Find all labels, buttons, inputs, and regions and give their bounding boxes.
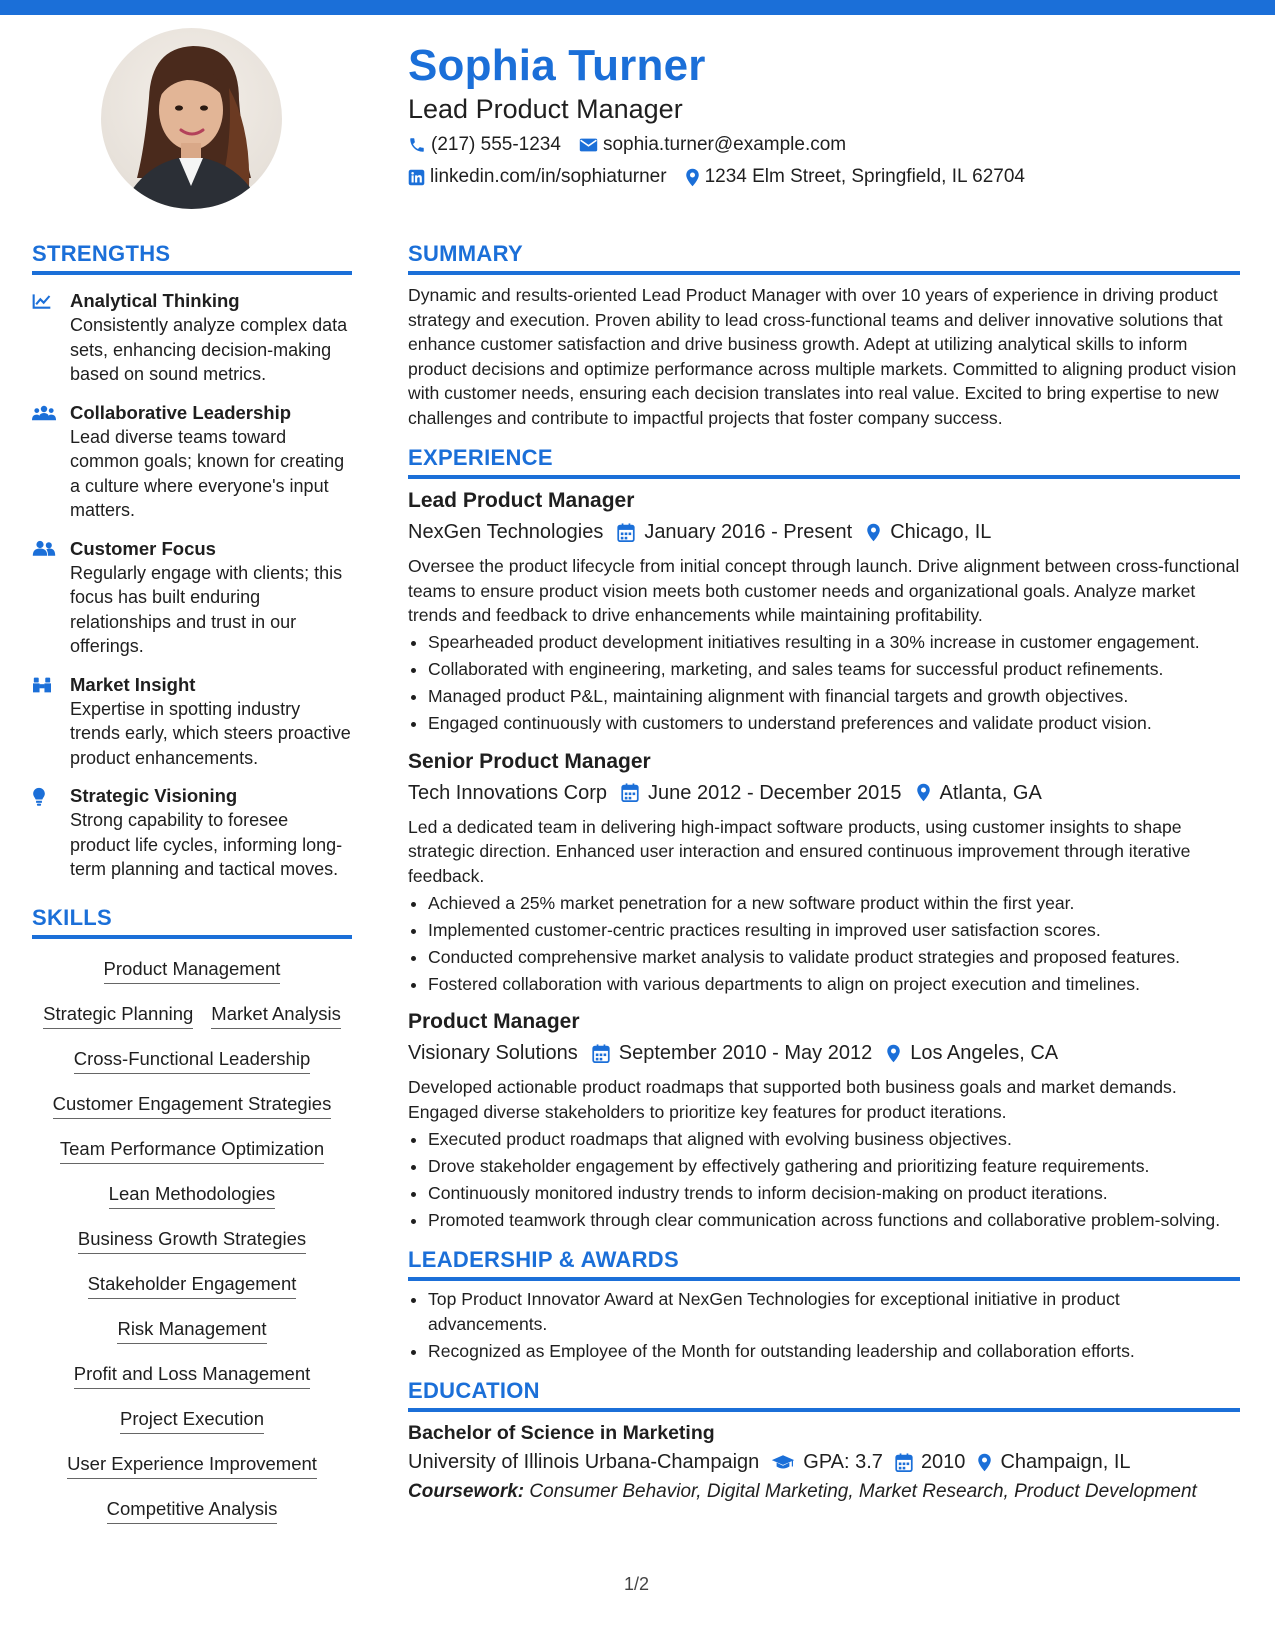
- job-description: Led a dedicated team in delivering high-impact software products, using customer insights to shape strategic direction. Enhanced user interaction and ensured continuous improvement through iterative feedback.: [408, 816, 1191, 886]
- linkedin-contact[interactable]: [408, 164, 667, 190]
- bullet-item: • Drove stakeholder engagement by effectively gathering and prioritizing feature requirements.: [428, 1154, 1240, 1179]
- coursework-label: Coursework:: [408, 1481, 525, 1502]
- email-text[interactable]: sophia.turner@example.com: [602, 134, 847, 155]
- map-pin-icon: [886, 1044, 901, 1063]
- job-entry: [408, 748, 1240, 997]
- bullet-item: • Collaborated with engineering, marketing, and sales teams for successful product refinements.: [428, 657, 1240, 682]
- skills-heading: SKILLS: [32, 904, 113, 930]
- job-meta: [408, 518, 1240, 546]
- job-dates: January 2016 - Present: [644, 521, 853, 543]
- experience-section: [408, 444, 1240, 1232]
- bullet-item: • Conducted comprehensive market analysis to validate product strategies and proposed features.: [428, 945, 1240, 970]
- calendar-icon: [617, 523, 635, 542]
- skill-tag: Business Growth Strategies: [78, 1227, 306, 1254]
- strength-title: Market Insight: [70, 673, 196, 695]
- strength-desc: Lead diverse teams toward common goals; known for creating a culture where everyone's input matters.: [70, 426, 345, 520]
- education-meta: [408, 1448, 1240, 1476]
- education-heading: EDUCATION: [408, 1378, 540, 1403]
- awards-heading: LEADERSHIP & AWARDS: [408, 1247, 679, 1272]
- address-contact: [685, 164, 1025, 190]
- phone-text: (217) 555-1234: [431, 134, 561, 155]
- strength-desc: Consistently analyze complex data sets, enhancing decision-making based on sound metrics.: [70, 315, 348, 384]
- map-pin-icon: [916, 783, 931, 802]
- gpa-text: GPA: 3.7: [803, 1451, 883, 1473]
- skill-tag: Risk Management: [117, 1317, 266, 1344]
- skill-tag: Lean Methodologies: [109, 1182, 276, 1209]
- skills-list: [32, 957, 352, 1524]
- resume-header: [408, 40, 1248, 190]
- candidate-role: Lead Product Manager: [408, 94, 683, 124]
- strength-title: Customer Focus: [70, 537, 216, 559]
- degree-title: Bachelor of Science in Marketing: [408, 1422, 715, 1444]
- phone-contact: [408, 132, 561, 158]
- skill-tag: User Experience Improvement: [67, 1452, 317, 1479]
- strength-desc: Expertise in spotting industry trends early, which steers proactive product enhancements.: [70, 698, 351, 768]
- strength-item: [32, 537, 352, 659]
- award-item: • Top Product Innovator Award at NexGen Technologies for exceptional initiative in product advancements.: [428, 1287, 1240, 1336]
- envelope-icon: [579, 137, 598, 153]
- bullet-item: • Promoted teamwork through clear communication across functions and collaborative problem-solving.: [428, 1208, 1240, 1233]
- lightbulb-icon: [32, 787, 46, 807]
- job-company: NexGen Technologies: [408, 521, 604, 543]
- job-entry: [408, 1008, 1240, 1232]
- job-title: Senior Product Manager: [408, 749, 651, 773]
- right-column: [408, 240, 1240, 1506]
- calendar-icon: [895, 1453, 913, 1472]
- bullet-item: • Fostered collaboration with various departments to align on project execution and timelines.: [428, 972, 1240, 997]
- bullet-item: • Managed product P&L, maintaining alignment with financial targets and growth objectives.: [428, 684, 1240, 709]
- summary-text: Dynamic and results-oriented Lead Product Manager with over 10 years of experience in driving product strategy and execution. Proven ability to lead cross-functional teams and deliver innovative solutions that enhance customer satisfaction and drive business growth. Adept at utilizing analytical skills to inform product decisions and optimize performance across multiple markets. Committed to aligning product vision with customer needs, ensuring each decision translates into real value. Excited to bring expertise to new challenges and contribute to impactful projects that foster company success.: [408, 285, 1237, 428]
- skill-tag: Project Execution: [120, 1407, 264, 1434]
- map-pin-icon: [866, 523, 881, 542]
- job-bullets: [408, 891, 1240, 997]
- bullet-item: • Continuously monitored industry trends to inform decision-making on product iterations.: [428, 1181, 1240, 1206]
- job-company: Tech Innovations Corp: [408, 781, 608, 804]
- skill-tag: Strategic Planning: [43, 1002, 193, 1029]
- user-friends-icon: [32, 540, 56, 557]
- graduation-cap-icon: [771, 1454, 795, 1471]
- phone-icon: [408, 136, 426, 154]
- strengths-heading: STRENGTHS: [32, 241, 171, 266]
- contact-row-1: [408, 132, 1248, 158]
- school-location: Champaign, IL: [1000, 1451, 1131, 1473]
- section-divider: [32, 935, 352, 939]
- email-contact[interactable]: [579, 132, 846, 158]
- awards-list: [408, 1287, 1240, 1363]
- strength-item: [32, 289, 352, 387]
- contact-row-2: [408, 164, 1248, 190]
- job-company: Visionary Solutions: [408, 1042, 578, 1064]
- job-meta: [408, 779, 1240, 807]
- skill-tag: Market Analysis: [211, 1002, 341, 1029]
- coursework-text: Consumer Behavior, Digital Marketing, Market Research, Product Development: [529, 1481, 1197, 1502]
- job-title: Lead Product Manager: [408, 489, 635, 512]
- strength-item: [32, 784, 352, 882]
- profile-photo: [101, 28, 282, 209]
- chart-line-icon: [32, 292, 52, 310]
- strength-desc: Strong capability to foresee product life cycles, informing long-term planning and tactical moves.: [70, 810, 343, 879]
- bullet-item: • Executed product roadmaps that aligned with evolving business objectives.: [428, 1127, 1240, 1152]
- left-column: [32, 240, 352, 1524]
- skill-tag: Customer Engagement Strategies: [53, 1092, 332, 1119]
- coursework: [408, 1478, 1240, 1506]
- job-location: Atlanta, GA: [939, 781, 1042, 804]
- section-divider: [408, 1277, 1240, 1281]
- map-pin-icon: [685, 168, 700, 187]
- page-number: 1/2: [624, 1574, 650, 1594]
- job-dates: September 2010 - May 2012: [618, 1042, 873, 1064]
- job-title: Product Manager: [408, 1010, 580, 1033]
- section-divider: [32, 271, 352, 275]
- job-meta: [408, 1039, 1240, 1067]
- skill-tag: Team Performance Optimization: [60, 1137, 324, 1164]
- school-name: University of Illinois Urbana-Champaign: [408, 1451, 760, 1473]
- education-section: [408, 1377, 1240, 1506]
- calendar-icon: [592, 1044, 610, 1063]
- bullet-item: • Engaged continuously with customers to understand preferences and validate product vision.: [428, 711, 1240, 736]
- job-entry: [408, 487, 1240, 736]
- top-accent-bar: [0, 0, 1275, 15]
- users-icon: [32, 404, 56, 422]
- bullet-item: • Spearheaded product development initiatives resulting in a 30% increase in customer engagement.: [428, 630, 1240, 655]
- map-pin-icon: [977, 1453, 992, 1472]
- skill-tag: Competitive Analysis: [107, 1497, 278, 1524]
- job-location: Chicago, IL: [890, 521, 992, 543]
- address-text: 1234 Elm Street, Springfield, IL 62704: [704, 166, 1025, 187]
- section-divider: [408, 1408, 1240, 1412]
- skill-tag: Stakeholder Engagement: [88, 1272, 297, 1299]
- strength-item: [32, 401, 352, 523]
- bullet-item: • Achieved a 25% market penetration for a new software product within the first year.: [428, 891, 1240, 916]
- summary-heading: SUMMARY: [408, 241, 523, 266]
- candidate-name: Sophia Turner: [408, 41, 706, 90]
- job-location: Los Angeles, CA: [910, 1042, 1059, 1064]
- section-divider: [408, 271, 1240, 275]
- strength-title: Strategic Visioning: [70, 785, 238, 806]
- job-description: Oversee the product lifecycle from initial concept through launch. Drive alignment between cross-functional teams to ensure product vision meets both customer needs and organizational goals. Analyze market trends and feedback to drive enhancements while maintaining profitability.: [408, 556, 1240, 625]
- strength-item: [32, 673, 352, 771]
- job-bullets: [408, 1127, 1240, 1233]
- skill-tag: Profit and Loss Management: [74, 1362, 311, 1389]
- experience-heading: EXPERIENCE: [408, 445, 553, 470]
- bullet-item: • Implemented customer-centric practices resulting in improved user satisfaction scores.: [428, 918, 1240, 943]
- skill-tag: Product Management: [104, 957, 281, 984]
- skills-section: [32, 904, 352, 1524]
- awards-section: [408, 1246, 1240, 1363]
- strength-title: Collaborative Leadership: [70, 401, 292, 423]
- award-item: • Recognized as Employee of the Month for outstanding leadership and collaboration efforts.: [428, 1339, 1240, 1364]
- job-dates: June 2012 - December 2015: [648, 781, 902, 804]
- job-description: Developed actionable product roadmaps that supported both business goals and market demands. Engaged diverse stakeholders to prioritize key features for product iterations.: [408, 1077, 1177, 1122]
- linkedin-icon: [408, 169, 425, 186]
- strength-title: Analytical Thinking: [70, 290, 240, 311]
- section-divider: [408, 475, 1240, 479]
- graduation-year: 2010: [920, 1451, 966, 1473]
- skill-tag: Cross-Functional Leadership: [74, 1047, 311, 1074]
- calendar-icon: [621, 783, 639, 802]
- binoculars-icon: [32, 676, 52, 694]
- job-bullets: [408, 630, 1240, 736]
- strength-desc: Regularly engage with clients; this focus has built enduring relationships and trust in our offerings.: [70, 562, 343, 656]
- linkedin-text[interactable]: linkedin.com/in/sophiaturner: [430, 166, 667, 187]
